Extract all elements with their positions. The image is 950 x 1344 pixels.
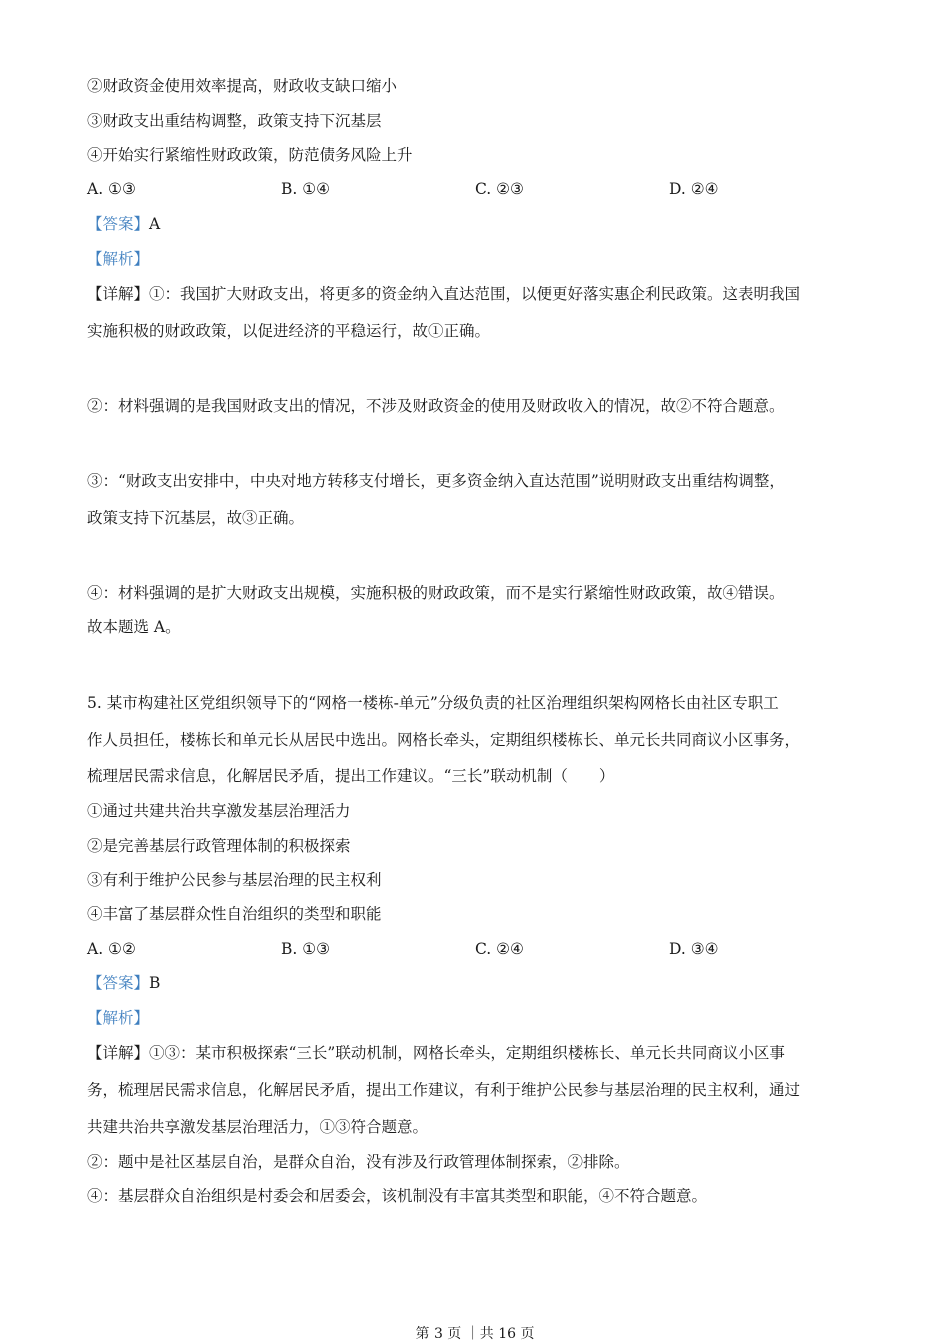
detail-line: ④：材料强调的是扩大财政支出规模，实施积极的财政政策，而不是实行紧缩性财政政策，故④错误。 — [87, 584, 785, 602]
statement: ③财政支出重结构调整，政策支持下沉基层 — [87, 112, 382, 130]
detail-line: ②：材料强调的是我国财政支出的情况，不涉及财政资金的使用及财政收入的情况，故②不符合题意。 — [87, 397, 785, 415]
option-a: A. ①③ — [87, 180, 136, 198]
detail-line: 务，梳理居民需求信息，化解居民矛盾，提出工作建议，有利于维护公民参与基层治理的民主权利，通过 — [87, 1081, 801, 1099]
statement: ①通过共建共治共享激发基层治理活力 — [87, 802, 351, 820]
analysis-label: 【解析】 — [87, 250, 150, 268]
statement: ④丰富了基层群众性自治组织的类型和职能 — [87, 905, 382, 923]
detail-line: 实施积极的财政政策，以促进经济的平稳运行，故①正确。 — [87, 322, 491, 340]
question-stem: 梳理居民需求信息，化解居民矛盾，提出工作建议。“三长”联动机制（ ） — [87, 767, 615, 785]
detail-line: ④：基层群众自治组织是村委会和居委会，该机制没有丰富其类型和职能，④不符合题意。 — [87, 1187, 708, 1205]
statement: ②财政资金使用效率提高，财政收支缺口缩小 — [87, 77, 398, 95]
detail-line: 【详解】①③：某市积极探索“三长”联动机制，网格长牵头，定期组织楼栋长、单元长共同商议小区事 — [87, 1044, 785, 1062]
answer-line — [87, 213, 160, 235]
option-c: C. ②④ — [475, 940, 524, 958]
statement: ③有利于维护公民参与基层治理的民主权利 — [87, 871, 382, 889]
option-b: B. ①③ — [281, 940, 331, 958]
option-a: A. ①② — [87, 940, 136, 958]
detail-line: 共建共治共享激发基层治理活力，①③符合题意。 — [87, 1118, 429, 1136]
answer-label: 【答案】 — [87, 215, 150, 233]
detail-line: 故本题选 A。 — [87, 618, 181, 636]
analysis-label: 【解析】 — [87, 1009, 150, 1027]
question-stem: 作人员担任，楼栋长和单元长从居民中选出。网格长牵头，定期组织楼栋长、单元长共同商议小区事务， — [87, 731, 801, 749]
option-b: B. ①④ — [281, 180, 331, 198]
detail-line: ③：“财政支出安排中，中央对地方转移支付增长，更多资金纳入直达范围”说明财政支出重结构调整， — [87, 472, 785, 490]
answer-label: 【答案】 — [87, 974, 150, 992]
answer-value: B — [149, 974, 161, 992]
statement: ④开始实行紧缩性财政政策，防范债务风险上升 — [87, 146, 413, 164]
statement: ②是完善基层行政管理体制的积极探索 — [87, 837, 351, 855]
answer-line — [87, 972, 160, 994]
detail-line: ②：题中是社区基层自治，是群众自治，没有涉及行政管理体制探索，②排除。 — [87, 1153, 630, 1171]
detail-line: 政策支持下沉基层，故③正确。 — [87, 509, 305, 527]
question-stem: 5. 某市构建社区党组织领导下的“网格一楼栋-单元”分级负责的社区治理组织架构网格长由社区专职工 — [87, 694, 779, 712]
option-c: C. ②③ — [475, 180, 524, 198]
detail-line: 【详解】①：我国扩大财政支出，将更多的资金纳入直达范围，以便更好落实惠企利民政策。这表明我国 — [87, 285, 801, 303]
option-d: D. ②④ — [669, 180, 719, 198]
option-d: D. ③④ — [669, 940, 719, 958]
page-footer: 第 3 页 ｜共 16 页 — [415, 1326, 535, 1342]
answer-value: A — [149, 215, 161, 233]
